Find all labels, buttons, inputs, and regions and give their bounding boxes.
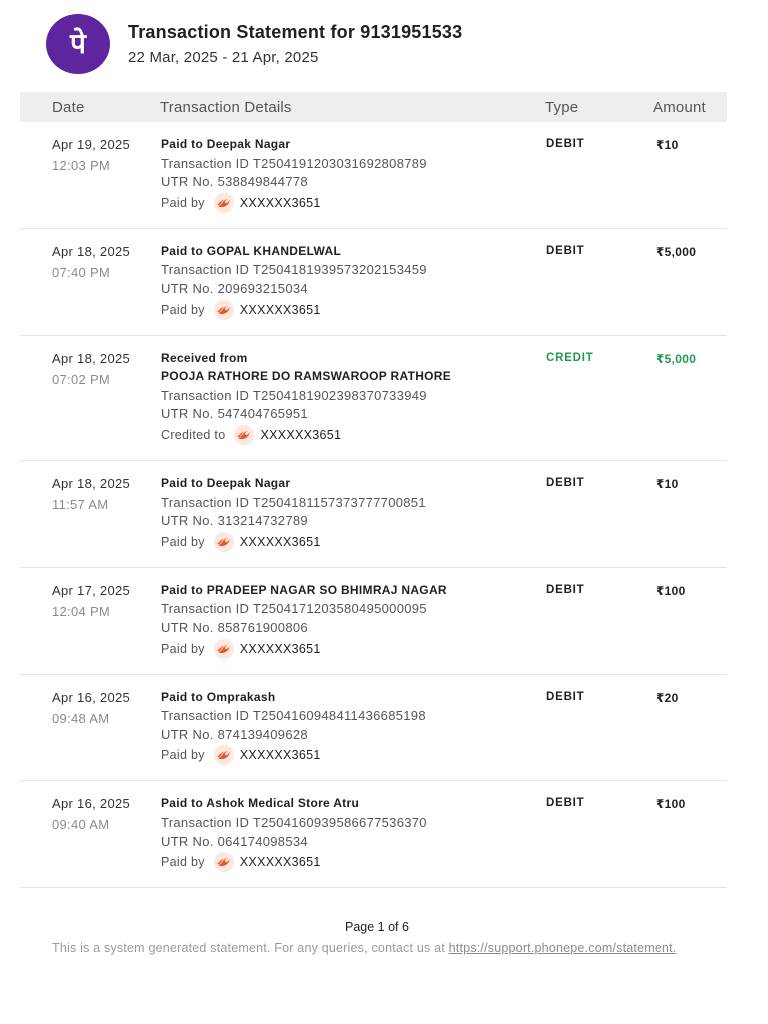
bank-of-baroda-icon <box>234 425 254 445</box>
statement-header <box>46 14 462 74</box>
transaction-party: Paid to Deepak Nagar <box>161 475 291 490</box>
account-label: Credited to <box>161 427 226 442</box>
account-number: XXXXXX3651 <box>239 855 321 870</box>
transaction-date: Apr 18, 2025 <box>52 243 131 259</box>
statement-title: Transaction Statement for 9131951533 <box>128 22 463 42</box>
details-cell <box>161 137 531 213</box>
transactions-table <box>20 92 727 888</box>
table-row <box>20 675 727 782</box>
table-row <box>20 781 727 888</box>
details-cell <box>161 476 531 552</box>
transaction-type: DEBIT <box>546 797 585 810</box>
transaction-time: 07:40 PM <box>52 264 111 280</box>
table-header <box>20 92 727 122</box>
table-body <box>20 122 727 888</box>
column-header-amount: Amount <box>653 99 706 116</box>
transaction-type: DEBIT <box>546 583 585 596</box>
transaction-date: Apr 16, 2025 <box>52 796 131 812</box>
account-label: Paid by <box>161 748 205 763</box>
transaction-time: 12:04 PM <box>52 603 111 619</box>
bank-of-baroda-icon <box>214 852 234 872</box>
transaction-party: Paid to PRADEEP NAGAR SO BHIMRAJ NAGAR <box>161 582 447 597</box>
transaction-type: DEBIT <box>546 476 585 489</box>
bank-of-baroda-icon <box>214 300 234 320</box>
transaction-id: Transaction ID T2504181939573202153459 <box>161 262 427 278</box>
account-number: XXXXXX3651 <box>260 427 342 442</box>
account-label: Paid by <box>161 641 205 656</box>
account-label: Paid by <box>161 855 205 870</box>
column-header-date: Date <box>52 99 85 116</box>
account-number: XXXXXX3651 <box>239 534 321 549</box>
date-cell <box>52 476 130 512</box>
support-link[interactable]: https://support.phonepe.com/statement. <box>448 941 677 955</box>
transaction-date: Apr 16, 2025 <box>52 689 131 705</box>
transaction-id: Transaction ID T2504160939586677536370 <box>161 814 427 830</box>
details-cell <box>161 351 531 445</box>
details-cell <box>161 690 531 766</box>
account-number: XXXXXX3651 <box>239 302 321 317</box>
transaction-date: Apr 17, 2025 <box>52 582 131 598</box>
transaction-time: 11:57 AM <box>52 496 109 512</box>
utr-number: UTR No. 547404765951 <box>161 406 308 422</box>
transaction-time: 09:40 AM <box>52 817 110 833</box>
account-number: XXXXXX3651 <box>239 641 321 656</box>
account-info <box>161 532 531 552</box>
details-cell <box>161 244 531 320</box>
utr-number: UTR No. 858761900806 <box>161 619 308 635</box>
date-cell <box>52 351 130 387</box>
account-info <box>161 852 531 872</box>
transaction-party: Paid to Omprakash <box>161 689 276 704</box>
transaction-amount: ₹5,000 <box>656 351 697 366</box>
transaction-amount: ₹10 <box>656 476 679 491</box>
phonepe-logo-icon <box>46 14 110 74</box>
transaction-party: Paid to GOPAL KHANDELWAL <box>161 243 342 258</box>
transaction-amount: ₹5,000 <box>656 244 697 259</box>
bank-of-baroda-icon <box>214 745 234 765</box>
transaction-party: Received from <box>161 350 248 365</box>
table-row <box>20 229 727 336</box>
transaction-type: DEBIT <box>546 244 585 257</box>
transaction-time: 12:03 PM <box>52 158 111 173</box>
table-row <box>20 336 727 461</box>
bank-of-baroda-icon <box>214 532 234 552</box>
utr-number: UTR No. 874139409628 <box>161 726 308 742</box>
utr-number: UTR No. 064174098534 <box>161 833 308 849</box>
column-header-details: Transaction Details <box>160 99 292 116</box>
utr-number: UTR No. 313214732789 <box>161 513 308 529</box>
footer-note-text: This is a system generated statement. For any queries, contact us at <box>52 941 445 955</box>
transaction-date: Apr 18, 2025 <box>52 475 131 491</box>
svg-text:पे: पे <box>70 27 86 60</box>
details-cell <box>161 583 531 659</box>
account-info <box>161 425 531 445</box>
page-number: Page 1 of 6 <box>345 920 409 934</box>
date-cell <box>52 583 130 619</box>
footer-note <box>52 941 677 955</box>
transaction-type: DEBIT <box>546 138 585 150</box>
account-number: XXXXXX3651 <box>239 195 321 210</box>
bank-of-baroda-icon <box>214 639 234 659</box>
account-info <box>161 193 531 213</box>
account-label: Paid by <box>161 195 205 210</box>
column-header-type: Type <box>545 99 579 116</box>
date-cell <box>52 244 130 280</box>
account-info <box>161 745 531 765</box>
account-info <box>161 639 531 659</box>
transaction-amount: ₹100 <box>656 797 686 812</box>
transaction-date: Apr 19, 2025 <box>52 137 131 152</box>
transaction-party: POOJA RATHORE DO RAMSWAROOP RATHORE <box>161 369 452 384</box>
transaction-type: DEBIT <box>546 690 585 703</box>
date-cell <box>52 796 130 832</box>
transaction-id: Transaction ID T2504171203580495000095 <box>161 601 427 617</box>
transaction-id: Transaction ID T2504181902398370733949 <box>161 387 427 403</box>
transaction-id: Transaction ID T2504181157373777700851 <box>161 494 426 510</box>
header-text <box>128 22 462 66</box>
transaction-amount: ₹10 <box>656 138 679 152</box>
account-info <box>161 300 531 320</box>
table-row <box>20 461 727 568</box>
transaction-id: Transaction ID T2504160948411436685198 <box>161 708 426 724</box>
statement-period: 22 Mar, 2025 - 21 Apr, 2025 <box>128 49 319 66</box>
date-cell <box>52 690 130 726</box>
table-row <box>20 568 727 675</box>
transaction-date: Apr 18, 2025 <box>52 350 131 366</box>
transaction-amount: ₹20 <box>656 690 679 705</box>
transaction-party: Paid to Deepak Nagar <box>161 137 291 151</box>
transaction-party: Paid to Ashok Medical Store Atru <box>161 796 360 811</box>
account-label: Paid by <box>161 302 205 317</box>
transaction-id: Transaction ID T2504191203031692808789 <box>161 155 427 171</box>
details-cell <box>161 796 531 872</box>
utr-number: UTR No. 538849844778 <box>161 174 308 190</box>
account-number: XXXXXX3651 <box>239 748 321 763</box>
account-label: Paid by <box>161 534 205 549</box>
transaction-time: 07:02 PM <box>52 371 111 387</box>
utr-number: UTR No. 209693215034 <box>161 280 308 296</box>
transaction-type: CREDIT <box>546 351 594 364</box>
table-row <box>20 122 727 229</box>
transaction-time: 09:48 AM <box>52 710 110 726</box>
transaction-amount: ₹100 <box>656 583 686 598</box>
date-cell <box>52 137 130 173</box>
bank-of-baroda-icon <box>214 193 234 213</box>
